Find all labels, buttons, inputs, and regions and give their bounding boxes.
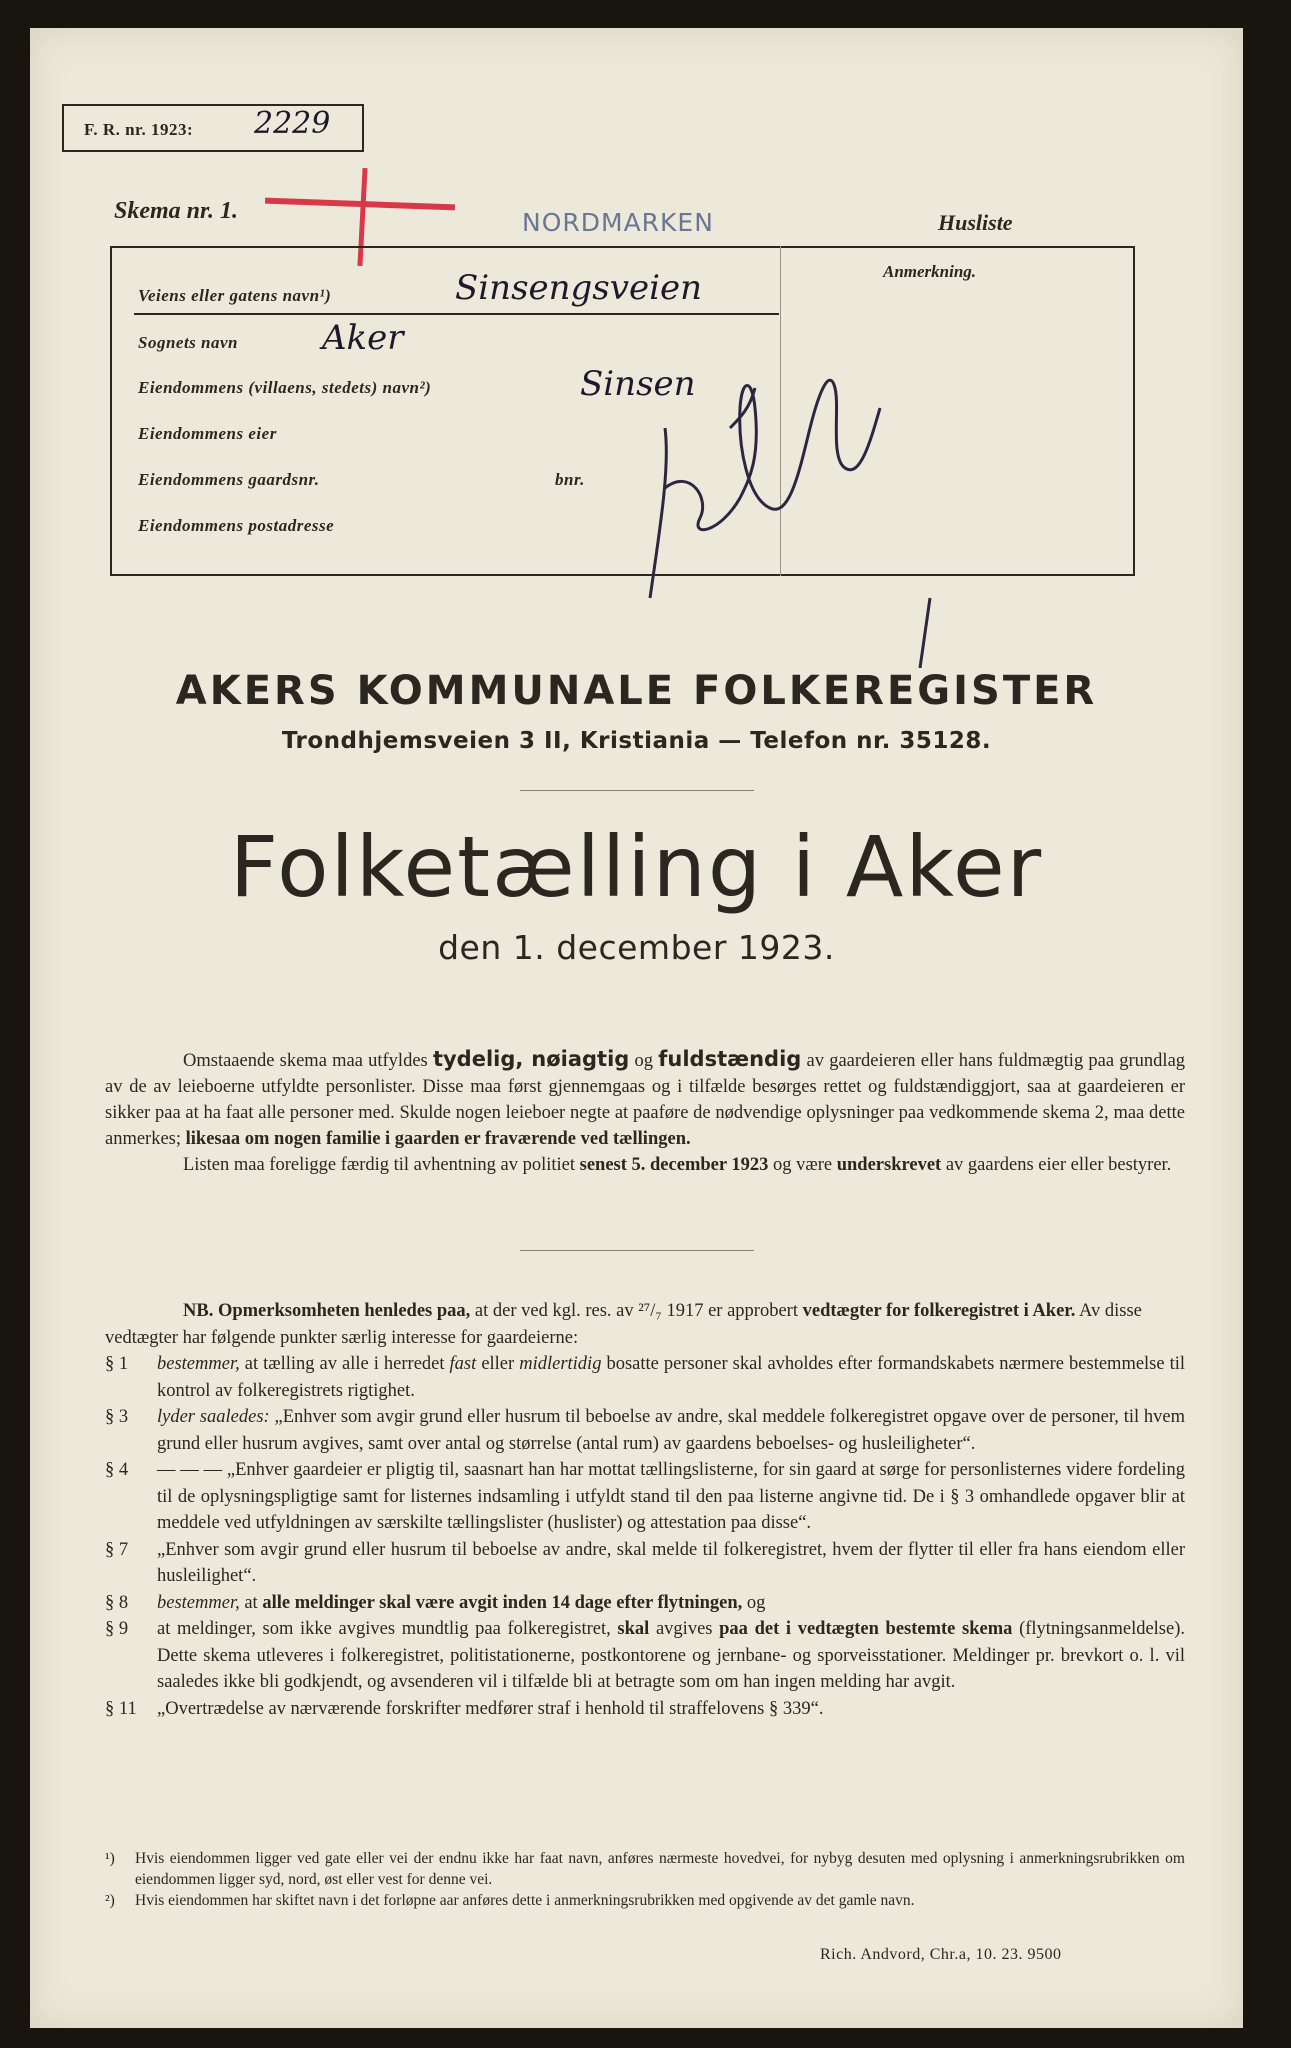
page-title: Folketælling i Aker <box>229 818 1044 916</box>
organization-address: Trondhjemsveien 3 II, Kristiania — Telefon nr. 35128. <box>281 728 992 754</box>
intro-text <box>105 1046 1185 1178</box>
anmerkning-label: Anmerkning. <box>883 262 977 281</box>
fr-number: 2229 <box>254 106 331 141</box>
section-1-lead: bestemmer, <box>157 1354 240 1374</box>
section-1-text-3: bosatte personer skal avholdes efter formandskabets nærmere bestemmelse til kontrol av folkeregistrets rigtighet. <box>157 1354 1186 1401</box>
footnotes <box>105 1848 1185 1911</box>
footnote-text: Hvis eiendommen ligger ved gate eller vei der endnu ikke har faat navn, anføres nærmeste hovedvei, for nybyg desuten med oplysning i anmerkningsrubrikken om eiendommen ligger syd, nord, øst eller vest for denne vei. <box>135 1850 1185 1888</box>
organization-title: AKERS KOMMUNALE FOLKEREGISTER <box>175 668 1098 714</box>
owner-label: Eiendommens eier <box>138 424 277 443</box>
intro-text-4: Listen maa foreligge færdig til avhentning av politiet <box>183 1155 575 1175</box>
nb-lead: NB. Opmerksomheten henledes paa, <box>183 1301 471 1321</box>
section-1-midlertidig: midlertidig <box>519 1354 602 1374</box>
section-7 <box>105 1537 1185 1590</box>
footnote-text: Hvis eiendommen har skiftet navn i det forløpne aar anføres dette i anmerkningsrubrikken med opgivende av det gamle navn. <box>135 1892 915 1909</box>
section-9-text-1: at meldinger, som ikke avgives mundtlig paa folkeregistret, <box>157 1619 611 1639</box>
intro-text-2: og <box>634 1051 654 1071</box>
section-3 <box>105 1404 1185 1457</box>
bnr-label: bnr. <box>555 470 585 489</box>
owner-signature <box>630 348 990 668</box>
intro-emph-4: underskrevet <box>836 1155 942 1175</box>
section-number: § 11 <box>105 1698 137 1719</box>
property-name-value: Sinsen <box>580 364 696 404</box>
parish-label: Sognets navn <box>138 333 238 352</box>
section-number: § 3 <box>105 1407 129 1427</box>
intro-emph-3: likesaa om nogen familie i gaarden er fraværende ved tællingen. <box>185 1129 691 1149</box>
census-date: den 1. december 1923. <box>438 928 835 967</box>
street-value: Sinsengsveien <box>455 268 702 308</box>
section-7-text: „Enhver som avgir grund eller husrum til beboelse av andre, skal melde til folkeregistret, hvem der flytter til eller fra hans eiendom eller husleilighet“. <box>157 1539 1185 1586</box>
divider-2 <box>520 1250 754 1251</box>
section-number: § 9 <box>105 1619 129 1639</box>
census-form-page <box>30 28 1243 2028</box>
section-8-text-2: og <box>746 1592 766 1613</box>
section-11-text: „Overtrædelse av nærværende forskrifter medfører straf i henhold til straffelovens § 339“. <box>157 1698 824 1719</box>
district-stamp: NORDMARKEN <box>522 208 714 237</box>
intro-emph-1: tydelig, nøiagtig <box>432 1047 630 1071</box>
postal-address-label: Eiendommens postadresse <box>138 516 335 535</box>
divider-1 <box>520 790 754 791</box>
section-11 <box>105 1696 1185 1723</box>
printer-imprint: Rich. Andvord, Chr.a, 10. 23. 9500 <box>820 1946 1062 1963</box>
section-4 <box>105 1457 1185 1537</box>
section-8-text-1: at <box>244 1592 258 1613</box>
intro-text-6: av gaardens eier eller bestyrer. <box>945 1155 1172 1175</box>
husliste-label: Husliste <box>938 210 1013 235</box>
property-name-label: Eiendommens (villaens, stedets) navn²) <box>138 378 432 397</box>
nb-emph: vedtægter for folkeregistret i Aker. <box>802 1301 1076 1321</box>
footnote-marker: ¹) <box>105 1850 115 1867</box>
nb-text-1: at der ved kgl. res. av ²⁷/₇ 1917 er approbert <box>474 1301 798 1321</box>
intro-text-1: Omstaaende skema maa utfyldes <box>183 1051 428 1071</box>
section-9 <box>105 1616 1185 1696</box>
section-9-emph: paa det i vedtægten bestemte skema <box>719 1619 1013 1639</box>
section-4-text: — — — „Enhver gaardeier er pligtig til, saasnart han har mottat tællingslisterne, for sin gaard at sørge for personlisternes videre fordeling til de oplysningspligtige samt for listernes indsamling i utfyldt stand til den paa listerne angivne tid. De i § 3 omhandlede opgaver blir at meddele ved utfyldningen av særskilte tællingslister (huslister) og attestation paa disse“. <box>157 1460 1185 1533</box>
parish-value: Aker <box>322 318 404 358</box>
fr-number-box <box>62 104 364 152</box>
footnote-2 <box>105 1890 1185 1911</box>
farm-number-label: Eiendommens gaardsnr. <box>138 470 320 489</box>
street-underline <box>134 313 779 315</box>
section-number: § 8 <box>105 1592 129 1613</box>
section-9-skal: skal <box>617 1619 650 1639</box>
footnote-marker: ²) <box>105 1892 115 1909</box>
section-8 <box>105 1590 1185 1617</box>
intro-text-5: og være <box>772 1155 833 1175</box>
intro-emph-2: fuldstændig <box>658 1047 802 1071</box>
fr-label: F. R. nr. 1923: <box>84 120 194 139</box>
footnote-1 <box>105 1848 1185 1890</box>
section-9-text-3: (flytningsanmeldelse). Dette skema utleveres i folkeregistret, politistationerne, postkontorene og jernbane- og sporveisstationer. Meldinger pr. brevkort o. l. vil saaledes ikke bli godkjendt, og avsenderen vil i tilfælde bli at betragte som om han ingen melding har avgit. <box>157 1619 1186 1692</box>
section-8-lead: bestemmer, <box>157 1592 240 1613</box>
section-1-fast: fast <box>449 1354 477 1374</box>
nb-section <box>105 1298 1185 1722</box>
section-1 <box>105 1351 1185 1404</box>
section-1-text-1: at tælling av alle i herredet <box>244 1354 445 1374</box>
skema-label: Skema nr. 1. <box>114 198 239 224</box>
section-3-lead: lyder saaledes: <box>157 1407 270 1427</box>
section-9-text-2: avgives <box>655 1619 713 1639</box>
section-3-text: „Enhver som avgir grund eller husrum til beboelse av andre, skal meddele folkeregistret opgave over de personer, til hvem grund eller husrum avgives, samt over antal og størrelse (antal rum) av gaardens beboelses- og husleiligheter“. <box>157 1407 1186 1454</box>
section-1-text-2: eller <box>481 1354 515 1374</box>
street-label: Veiens eller gatens navn¹) <box>138 286 332 305</box>
section-number: § 7 <box>105 1539 129 1560</box>
section-number: § 4 <box>105 1460 129 1480</box>
intro-text-3: av gaardeieren eller hans fuldmægtig paa grundlag av de av leieboerne utfyldte personlister. Disse maa først gjennemgaas og i tilfælde besørges rettet og fuldstændiggjort, saa at gaardeieren er sikker paa at ha faat alle personer med. Skulde nogen leieboer negte at paaføre de nødvendige oplysninger paa vedkommende skema 2, maa dette anmerkes; <box>105 1051 1186 1149</box>
section-8-emph: alle meldinger skal være avgit inden 14 dage efter flytningen, <box>262 1592 743 1613</box>
nb-text-2: Av disse vedtægter har følgende punkter særlig interesse for gaardeierne: <box>105 1301 1142 1348</box>
section-number: § 1 <box>105 1354 129 1374</box>
intro-deadline: senest 5. december 1923 <box>579 1155 769 1175</box>
